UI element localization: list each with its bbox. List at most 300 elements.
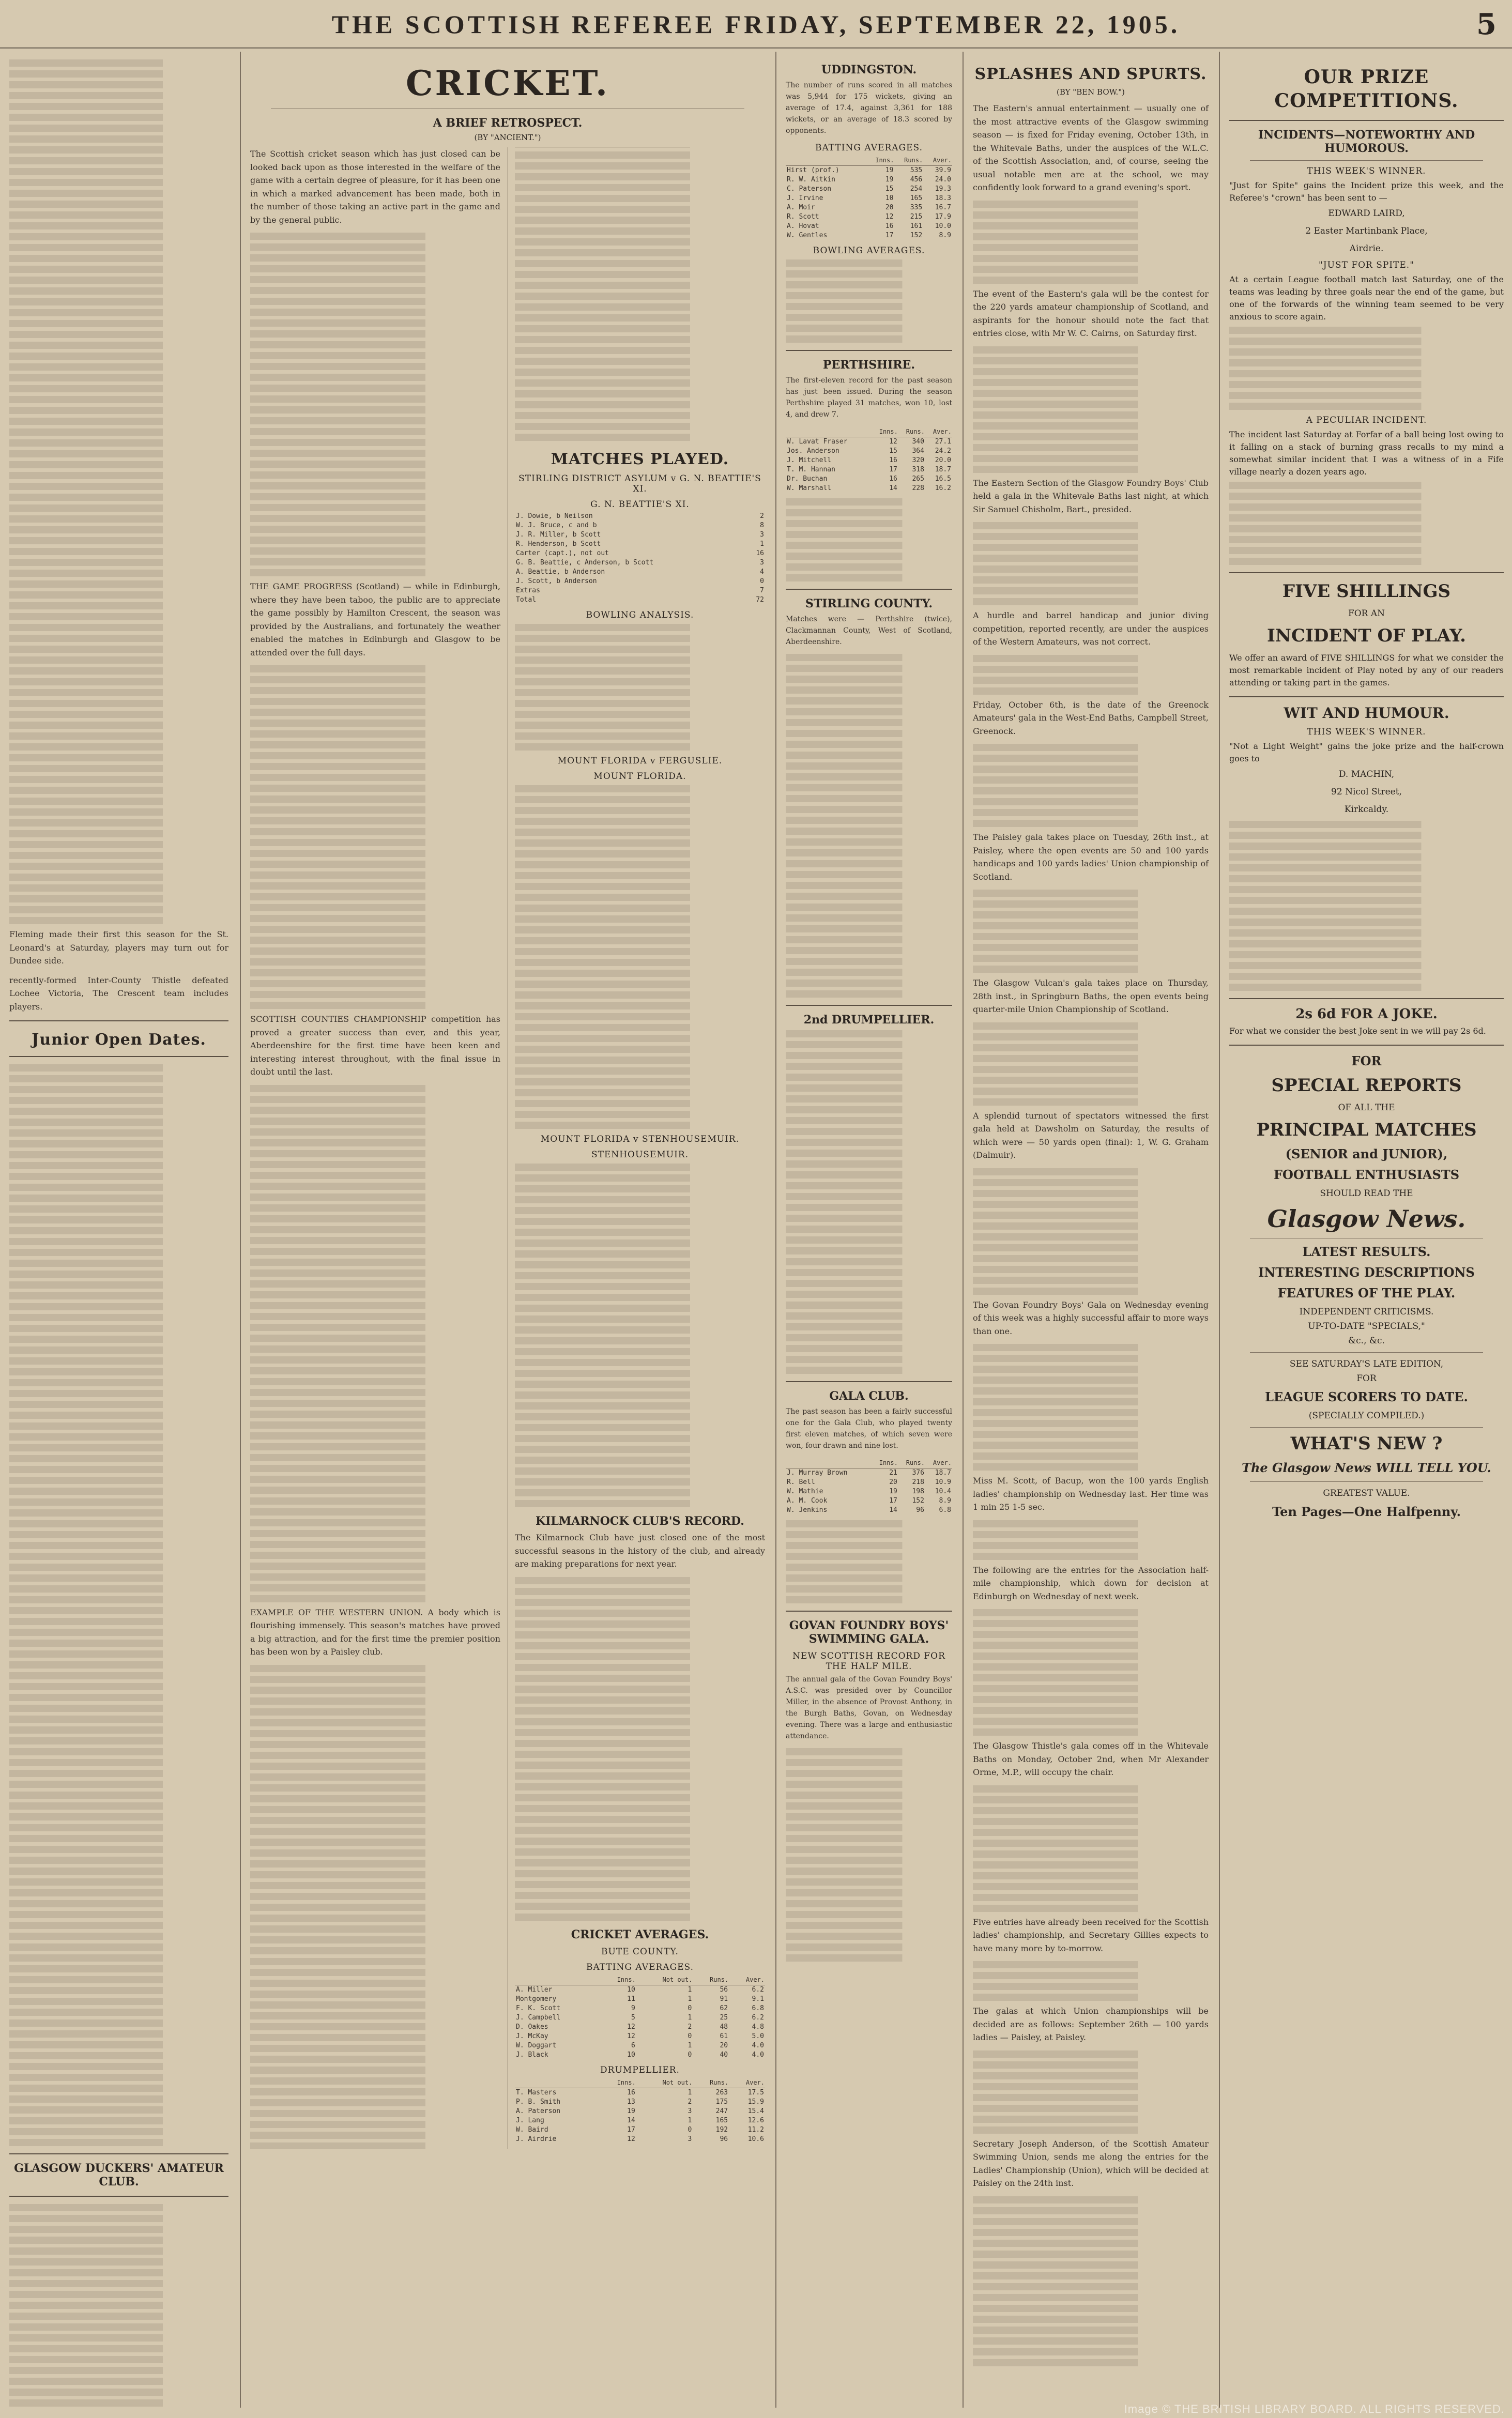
drumpellier-batting-header-4: Aver. <box>729 2077 765 2088</box>
column-4-splashes <box>963 52 1218 2408</box>
perthshire-batting-cell: 20.0 <box>935 456 951 464</box>
uddingston-batting-header-1: Inns. <box>866 155 895 166</box>
match-1-scorecard-cell: 2 <box>760 512 764 520</box>
uddingston-batting-row <box>786 194 952 203</box>
bute-batting-cell: 10 <box>627 1985 635 1994</box>
drumpellier-batting-cell: 15.9 <box>747 2098 764 2106</box>
bute-batting-table <box>515 1975 765 2060</box>
uddingston-batting-cell: 39.9 <box>935 166 951 174</box>
uddingston-batting-cell: 18.3 <box>935 194 951 202</box>
uddingston-batting-cell: 254 <box>910 185 923 193</box>
perthshire-batting-cell: 16.5 <box>935 475 951 483</box>
match-1-scorecard-cell: 3 <box>760 559 764 567</box>
gala-batting-cell: 18.7 <box>935 1469 951 1477</box>
perthshire-batting-row <box>786 475 952 484</box>
bute-batting-cell: 10 <box>627 2050 635 2059</box>
uddingston-batting-cell: 215 <box>910 213 923 221</box>
uddingston-batting-cell: 335 <box>910 204 923 211</box>
bute-batting-cell: 1 <box>688 1995 692 2003</box>
drumpellier-batting-cell: A. Paterson <box>516 2107 561 2115</box>
uddingston-batting-cell: 8.9 <box>939 232 951 239</box>
gala-batting-header-3: Aver. <box>925 1458 952 1468</box>
uddingston-batting-cell: 17 <box>885 232 894 239</box>
story-1-text: At a certain League football match last Saturday, one of the teams was leading by three goals near the end of the game, but one of the forwards of the winning team seemed to be very anxious to score again. <box>1229 274 1504 322</box>
perthshire-batting-cell: 364 <box>912 447 924 455</box>
uddingston-heading: UDDINGSTON. <box>821 63 917 76</box>
perthshire-batting-cell: Dr. Buchan <box>787 475 828 483</box>
uddingston-batting-cell: 456 <box>910 176 923 183</box>
bute-batting-cell: 56 <box>720 1985 728 1994</box>
bute-batting-cell: F. K. Scott <box>516 2004 561 2012</box>
govan-gala-subheading: NEW SCOTTISH RECORD FOR THE HALF MILE. <box>792 1651 945 1672</box>
drumpellier-batting-cell: J. Airdrie <box>516 2135 557 2143</box>
joke-heading: 2s 6d FOR A JOKE. <box>1295 1006 1438 1022</box>
gala-batting-header-1: Inns. <box>872 1458 898 1468</box>
gala-batting-table <box>786 1458 952 1515</box>
bute-batting-cell: 1 <box>688 2041 692 2049</box>
match-1-scorecard-cell: Carter (capt.), not out <box>516 549 609 557</box>
match-3-side: STENHOUSEMUIR. <box>591 1150 689 1160</box>
match-1-bowling-label: BOWLING ANALYSIS. <box>586 610 694 620</box>
uddingston-batting-cell: 15 <box>885 185 894 193</box>
bute-batting-row <box>515 1995 765 2004</box>
uddingston-batting-row <box>786 166 952 176</box>
govan-gala-text: The annual gala of the Govan Foundry Boys' A.S.C. was presided over by Councillor Miller, in the absence of Provost Anthony, in the Burgh Baths, Govan, on Wednesday evening. There was a large and enthusiastic attendance. <box>786 1675 952 1740</box>
uddingston-batting-cell: 535 <box>910 166 923 174</box>
uddingston-batting-cell: Hirst (prof.) <box>787 166 839 174</box>
bute-batting-row <box>515 2013 765 2023</box>
perthshire-batting-row <box>786 456 952 465</box>
drumpellier-batting-cell: 19 <box>627 2107 635 2115</box>
perthshire-batting-table <box>786 426 952 493</box>
drumpellier-batting-cell: 11.2 <box>747 2125 764 2134</box>
bute-batting-header-4: Aver. <box>729 1975 765 1985</box>
gala-batting-cell: 8.9 <box>939 1497 951 1505</box>
match-1-scorecard-row <box>515 586 765 595</box>
drumpellier-batting-cell: 96 <box>720 2135 728 2143</box>
drumpellier-batting-cell: 17.5 <box>747 2088 764 2096</box>
match-1-scorecard-row <box>515 595 765 605</box>
perthshire-batting-row <box>786 484 952 493</box>
incidents-winner-address-2: Airdrie. <box>1349 243 1384 254</box>
uddingston-batting-row <box>786 212 952 222</box>
gala-batting-row <box>786 1468 952 1478</box>
drumpellier-batting-header-3: Runs. <box>693 2077 729 2088</box>
match-1-scorecard-row <box>515 568 765 577</box>
splashes-para-12: The Glasgow Thistle's gala comes off in the Whitevale Baths on Monday, October 2nd, when Mr Alexander Orme, M.P., will occupy the chair. <box>973 1741 1209 1777</box>
bute-batting-row <box>515 2050 765 2060</box>
drumpellier-batting-cell: 13 <box>627 2098 635 2106</box>
wit-winner-address-2: Kirkcaldy. <box>1344 804 1389 815</box>
gala-batting-header-2: Runs. <box>898 1458 925 1468</box>
match-1-scorecard-cell: J. Dowie, b Neilson <box>516 512 593 520</box>
wit-winner-intro: "Not a Light Weight" gains the joke prize and the half-crown goes to <box>1229 741 1504 763</box>
masthead <box>0 0 1512 49</box>
match-1-scorecard-cell: W. J. Bruce, c and b <box>516 522 597 529</box>
drumpellier-batting-cell: 14 <box>627 2116 635 2124</box>
ad-special-reports: SPECIAL REPORTS <box>1271 1075 1462 1096</box>
drumpellier-2-heading: 2nd DRUMPELLIER. <box>803 1013 935 1027</box>
uddingston-batting-cell: 16 <box>885 222 894 230</box>
match-1-scorecard-cell: Total <box>516 596 537 604</box>
masthead-title: THE SCOTTISH REFEREE FRIDAY, SEPTEMBER 22, 1905. <box>331 10 1181 39</box>
drumpellier-batting-row <box>515 2107 765 2116</box>
uddingston-batting-cell: R. Scott <box>787 213 819 221</box>
uddingston-batting-cell: A. Moir <box>787 204 815 211</box>
drumpellier-batting-cell: P. B. Smith <box>516 2098 561 2106</box>
uddingston-batting-cell: 20 <box>885 204 894 211</box>
uddingston-batting-row <box>786 222 952 231</box>
perthshire-batting-header-2: Runs. <box>898 426 925 437</box>
five-shillings-text: We offer an award of FIVE SHILLINGS for what we consider the most remarkable incident of Play noted by any of our readers attending or taking part in the games. <box>1229 653 1504 687</box>
ad-features-of-play: FEATURES OF THE PLAY. <box>1277 1285 1456 1300</box>
kilmarnock-heading: KILMARNOCK CLUB'S RECORD. <box>536 1514 744 1528</box>
wit-winner-name: D. MACHIN, <box>1338 769 1395 779</box>
ad-see-saturday: SEE SATURDAY'S LATE EDITION, <box>1289 1359 1444 1369</box>
uddingston-batting-header-2: Runs. <box>894 155 923 166</box>
match-1-scorecard-cell: R. Henderson, b Scott <box>516 540 601 548</box>
match-1-scorecard-cell: 7 <box>760 587 764 594</box>
column-5-prizes-ads <box>1219 52 1512 2408</box>
gala-batting-cell: 20 <box>889 1478 897 1486</box>
uddingston-batting-cell: 24.0 <box>935 176 951 183</box>
bute-batting-row <box>515 2032 765 2041</box>
bute-batting-cell: 6 <box>631 2041 635 2049</box>
gala-batting-row <box>786 1496 952 1506</box>
drumpellier-batting-cell: 165 <box>715 2116 728 2124</box>
drumpellier-batting-cell: 12 <box>627 2135 635 2143</box>
bute-batting-cell: 9.1 <box>752 1995 764 2003</box>
gala-batting-cell: 10.9 <box>935 1478 951 1486</box>
drumpellier-batting-cell: 1 <box>688 2088 692 2096</box>
bute-batting-cell: 9 <box>631 2004 635 2012</box>
perthshire-batting-row <box>786 437 952 447</box>
gala-batting-cell: 152 <box>912 1497 924 1505</box>
story-2-title: A PECULIAR INCIDENT. <box>1306 415 1427 425</box>
perthshire-batting-cell: 265 <box>912 475 924 483</box>
bute-batting-cell: 12 <box>627 2023 635 2031</box>
gala-batting-cell: W. Jenkins <box>787 1506 828 1514</box>
bute-batting-cell: J. Black <box>516 2050 548 2059</box>
kilmarnock-text: The Kilmarnock Club have just closed one of the most successful seasons in the history of the club, and already are making preparations for next year. <box>515 1533 765 1569</box>
drumpellier-batting-cell: 2 <box>688 2098 692 2106</box>
uddingston-bowling-label: BOWLING AVERAGES. <box>813 246 925 256</box>
perthshire-batting-row <box>786 447 952 456</box>
ad-specially-compiled: (SPECIALLY COMPILED.) <box>1308 1411 1425 1421</box>
match-1-scorecard-cell: J. Scott, b Anderson <box>516 577 597 585</box>
perthshire-batting-header-1: Inns. <box>872 426 898 437</box>
match-1-side: G. N. BEATTIE'S XI. <box>590 499 690 510</box>
cricket-averages-heading: CRICKET AVERAGES. <box>571 1927 709 1941</box>
gala-batting-cell: 19 <box>889 1488 897 1495</box>
bute-batting-cell: J. Campbell <box>516 2013 561 2022</box>
bute-batting-cell: 5 <box>631 2013 635 2022</box>
uddingston-batting-cell: 19.3 <box>935 185 951 193</box>
perthshire-batting-cell: 318 <box>912 466 924 473</box>
bute-batting-cell: 5.0 <box>752 2032 764 2040</box>
ad-whats-new: WHAT'S NEW ? <box>1290 1433 1443 1454</box>
match-1-title: STIRLING DISTRICT ASYLUM v G. N. BEATTIE'S XI. <box>518 473 761 494</box>
gala-batting-cell: 6.8 <box>939 1506 951 1514</box>
drumpellier-batting-row <box>515 2088 765 2098</box>
column-1 <box>0 52 238 2408</box>
gala-batting-cell: W. Mathie <box>787 1488 823 1495</box>
gala-batting-row <box>786 1506 952 1515</box>
splashes-para-14: The galas at which Union championships will be decided are as follows: September 26th — 100 yards ladies — Paisley, at Paisley. <box>973 2006 1209 2042</box>
drumpellier-batting-cell: 15.4 <box>747 2107 764 2115</box>
match-1-scorecard-cell: Extras <box>516 587 540 594</box>
match-1-scorecard-row <box>515 540 765 549</box>
uddingston-batting-cell: 161 <box>910 222 923 230</box>
stirling-county-heading: STIRLING COUNTY. <box>805 597 933 610</box>
perthshire-batting-header-3: Aver. <box>925 426 952 437</box>
bute-batting-label: BATTING AVERAGES. <box>586 1962 694 1972</box>
uddingston-batting-cell: A. Hovat <box>787 222 819 230</box>
perthshire-batting-cell: 15 <box>889 447 897 455</box>
splashes-para-13: Five entries have already been received for the Scottish ladies' championship, and Secretary Gillies expects to have many more by to-morrow. <box>973 1917 1209 1953</box>
ad-glasgow-news: Glasgow News. <box>1267 1205 1466 1233</box>
perthshire-batting-cell: 340 <box>912 438 924 446</box>
ad-should-read: SHOULD READ THE <box>1320 1188 1413 1199</box>
perthshire-batting-cell: W. Lavat Fraser <box>787 438 848 446</box>
bute-batting-cell: 0 <box>688 2004 692 2012</box>
bute-batting-cell: 40 <box>720 2050 728 2059</box>
ad-football-enthusiasts: FOOTBALL ENTHUSIASTS <box>1273 1167 1460 1182</box>
glasgow-duckers-heading: GLASGOW DUCKERS' AMATEUR CLUB. <box>14 2162 224 2189</box>
match-1-scorecard-cell: 4 <box>760 568 764 576</box>
bute-batting-row <box>515 2041 765 2050</box>
bute-batting-header-1: Inns. <box>600 1975 636 1985</box>
incidents-heading: INCIDENTS—NOTEWORTHY AND HUMOROUS. <box>1258 128 1475 155</box>
gala-batting-cell: 96 <box>916 1506 924 1514</box>
match-2-side: MOUNT FLORIDA. <box>593 771 686 782</box>
perthshire-batting-cell: 14 <box>889 484 897 492</box>
perthshire-batting-cell: 228 <box>912 484 924 492</box>
perthshire-batting-cell: 16 <box>889 475 897 483</box>
bute-batting-cell: 1 <box>688 1985 692 1994</box>
ad-price: Ten Pages—One Halfpenny. <box>1272 1504 1461 1519</box>
drumpellier-batting-cell: 17 <box>627 2125 635 2134</box>
uddingston-batting-cell: 10.0 <box>935 222 951 230</box>
five-shillings-heading: FIVE SHILLINGS <box>1282 581 1451 602</box>
uddingston-batting-row <box>786 185 952 194</box>
wit-winner-address-1: 92 Nicol Street, <box>1331 787 1402 797</box>
perthshire-intro: The first-eleven record for the past season has just been issued. During the season Perthshire played 31 matches, won 10, lost 4, and drew 7. <box>786 376 952 419</box>
govan-gala-heading: GOVAN FOUNDRY BOYS' SWIMMING GALA. <box>789 1619 949 1646</box>
bute-batting-cell: 6.8 <box>752 2004 764 2012</box>
uddingston-intro: The number of runs scored in all matches was 5,944 for 175 wickets, giving an average of 17.4, against 3,361 for 188 wickets, or an average of 18.3 scored by opponents. <box>786 81 952 135</box>
bute-batting-cell: 0 <box>688 2050 692 2059</box>
bute-batting-cell: 6.2 <box>752 1985 764 1994</box>
drumpellier-batting-cell: J. Lang <box>516 2116 544 2124</box>
bute-batting-cell: 91 <box>720 1995 728 2003</box>
wit-humour-heading: WIT AND HUMOUR. <box>1284 705 1449 722</box>
perthshire-batting-cell: 27.1 <box>935 438 951 446</box>
column-3-averages <box>775 52 961 2408</box>
uddingston-batting-header-0 <box>786 155 866 166</box>
match-1-scorecard-cell: A. Beattie, b Anderson <box>516 568 605 576</box>
perthshire-batting-row <box>786 465 952 475</box>
splashes-para-6: The Paisley gala takes place on Tuesday, 26th inst., at Paisley, where the open events are 50 and 100 yards handicaps and 100 yards ladies' Union championship of Scotland. <box>973 832 1209 882</box>
bute-batting-cell: D. Oakes <box>516 2023 548 2031</box>
match-1-scorecard-cell: 1 <box>760 540 764 548</box>
match-1-scorecard-cell: J. R. Miller, b Scott <box>516 531 601 539</box>
gala-batting-cell: R. Bell <box>787 1478 815 1486</box>
bute-batting-row <box>515 2023 765 2032</box>
gala-batting-cell: 198 <box>912 1488 924 1495</box>
junior-open-dates-heading: Junior Open Dates. <box>32 1031 206 1049</box>
splashes-para-9: The Govan Foundry Boys' Gala on Wednesday evening of this week was a highly successful affair to more ways than one. <box>973 1299 1209 1336</box>
perthshire-batting-cell: 17 <box>889 466 897 473</box>
wit-week-winner: THIS WEEK'S WINNER. <box>1307 727 1426 737</box>
uddingston-batting-cell: 19 <box>885 166 894 174</box>
drumpellier-batting-header-2: Not out. <box>636 2077 693 2088</box>
ad-etc: &c., &c. <box>1348 1336 1385 1346</box>
perthshire-batting-cell: 24.2 <box>935 447 951 455</box>
ad-principal-matches: PRINCIPAL MATCHES <box>1256 1120 1477 1140</box>
splashes-para-8: A splendid turnout of spectators witnessed the first gala held at Dawsholm on Saturday, the results of which were — 50 yards open (final): 1, W. G. Graham (Dalmuir). <box>973 1110 1209 1160</box>
match-1-scorecard-cell: 72 <box>756 596 764 604</box>
splashes-heading: SPLASHES AND SPURTS. <box>974 65 1207 83</box>
perthshire-batting-cell: J. Mitchell <box>787 456 832 464</box>
drumpellier-batting-cell: 1 <box>688 2116 692 2124</box>
splashes-para-7: The Glasgow Vulcan's gala takes place on Thursday, 28th inst., in Springburn Baths, the open events being quarter-mile Union Championship of Scotland. <box>973 978 1209 1014</box>
uddingston-batting-cell: W. Gentles <box>787 232 828 239</box>
ad-senior-junior: (SENIOR and JUNIOR), <box>1285 1146 1448 1161</box>
match-1-scorecard-row <box>515 549 765 558</box>
ad-independent-criticisms: INDEPENDENT CRITICISMS. <box>1299 1307 1434 1317</box>
bute-batting-row <box>515 2004 765 2013</box>
splashes-para-1: The Eastern's annual entertainment — usually one of the most attractive events of the Glasgow swimming season — is fixed for Friday evening, October 13th, in the Whitevale Baths, under the auspices of the W.L.C. of the Scottish Association, and, of course, seeing the usual notable men are at the school, we may confidently look forward to a grand evening's sport. <box>973 103 1209 192</box>
perthshire-batting-cell: 16.2 <box>935 484 951 492</box>
match-1-scorecard-cell: 8 <box>760 522 764 529</box>
gala-batting-header-0 <box>786 1458 872 1468</box>
matches-played-heading: MATCHES PLAYED. <box>551 450 729 468</box>
gala-batting-cell: 14 <box>889 1506 897 1514</box>
col1-text-b: recently-formed Inter-County Thistle defeated Lochee Victoria, The Crescent team includes players. <box>9 975 228 1012</box>
incidents-winner-intro: "Just for Spite" gains the Incident prize this week, and the Referee's "crown" has been sent to — <box>1229 180 1504 203</box>
drumpellier-batting-cell: 10.6 <box>747 2135 764 2143</box>
col1-text-a: Fleming made their first this season for the St. Leonard's at Saturday, players may turn out for Dundee side. <box>9 929 228 966</box>
ad-latest-results: LATEST RESULTS. <box>1302 1244 1431 1259</box>
story-2-text: The incident last Saturday at Forfar of a ball being lost owing to it falling on a stack of burning grass recalls to my mind a somewhat similar incident that I was a witness of in a Fife village nearly a dozen years ago. <box>1229 430 1504 477</box>
story-1-title: "JUST FOR SPITE." <box>1318 260 1415 270</box>
uddingston-batting-row <box>786 203 952 212</box>
match-1-scorecard-row <box>515 530 765 540</box>
bute-batting-header-3: Runs. <box>693 1975 729 1985</box>
perthshire-batting-cell: 320 <box>912 456 924 464</box>
perthshire-batting-cell: 18.7 <box>935 466 951 473</box>
match-1-scorecard-row <box>515 577 765 586</box>
bute-batting-header-2: Not out. <box>636 1975 693 1985</box>
drumpellier-heading: DRUMPELLIER. <box>600 2064 680 2075</box>
bute-batting-cell: 11 <box>627 1995 635 2003</box>
ad-league-scorers: LEAGUE SCORERS TO DATE. <box>1265 1389 1468 1404</box>
gala-batting-row <box>786 1478 952 1487</box>
splashes-byline: (BY "BEN BOW.") <box>1057 87 1125 97</box>
perthshire-batting-cell: T. M. Hannan <box>787 466 835 473</box>
match-1-scorecard-row <box>515 521 765 530</box>
uddingston-batting-table <box>786 155 952 240</box>
uddingston-batting-cell: 19 <box>885 176 894 183</box>
drumpellier-batting-row <box>515 2125 765 2135</box>
cricket-byline: (BY "ANCIENT.") <box>474 133 541 142</box>
splashes-para-11: The following are the entries for the Association half-mile championship, which down for decision at Edinburgh on Wednesday of next week. <box>973 1565 1209 1601</box>
bute-batting-cell: 2 <box>688 2023 692 2031</box>
gala-batting-cell: 218 <box>912 1478 924 1486</box>
splashes-para-2: The event of the Eastern's gala will be the contest for the 220 yards amateur championship of Scotland, and aspirants for the honour should note the fact that entries close, with Mr W. C. Cairns, on Saturday first. <box>973 288 1209 338</box>
drumpellier-batting-cell: 192 <box>715 2125 728 2134</box>
cricket-para-3: SCOTTISH COUNTIES CHAMPIONSHIP competition has proved a greater success than ever, and this year, Aberdeenshire for the first time have been keen and interesting interest throughout, with the final issue in doubt until the last. <box>250 1014 500 1077</box>
bute-batting-cell: Montgomery <box>516 1995 557 2003</box>
gala-batting-row <box>786 1487 952 1496</box>
drumpellier-batting-cell: 3 <box>688 2135 692 2143</box>
image-credit: Image © THE BRITISH LIBRARY BOARD. ALL RIGHTS RESERVED. <box>1124 2402 1505 2415</box>
match-1-scorecard-cell: 0 <box>760 577 764 585</box>
drumpellier-batting-cell: 263 <box>715 2088 728 2096</box>
drumpellier-batting-cell: 16 <box>627 2088 635 2096</box>
ad-greatest-value: GREATEST VALUE. <box>1323 1488 1410 1498</box>
uddingston-batting-header-3: Aver. <box>923 155 952 166</box>
bute-batting-row <box>515 1985 765 1995</box>
drumpellier-batting-row <box>515 2098 765 2107</box>
splashes-para-5: Friday, October 6th, is the date of the Greenock Amateurs' gala in the West-End Baths, Campbell Street, Greenock. <box>973 699 1209 736</box>
drumpellier-batting-cell: 247 <box>715 2107 728 2115</box>
cricket-subheading: A BRIEF RETROSPECT. <box>433 116 583 130</box>
bute-batting-cell: 4.0 <box>752 2041 764 2049</box>
uddingston-batting-cell: C. Paterson <box>787 185 832 193</box>
splashes-para-4: A hurdle and barrel handicap and junior diving competition, reported recently, are under the auspices of the Western Amateurs, was not correct. <box>973 610 1209 647</box>
ad-for-league: FOR <box>1356 1373 1377 1384</box>
bute-batting-cell: J. McKay <box>516 2032 548 2040</box>
column-2-cricket <box>240 52 774 2408</box>
uddingston-batting-cell: R. W. Aitkin <box>787 176 835 183</box>
drumpellier-batting-header-0 <box>515 2077 600 2088</box>
match-1-scorecard-row <box>515 512 765 521</box>
bute-county-heading: BUTE COUNTY. <box>601 1946 679 1957</box>
joke-text: For what we consider the best Joke sent in we will pay 2s 6d. <box>1229 1026 1486 1036</box>
drumpellier-batting-cell: 175 <box>715 2098 728 2106</box>
stirling-intro: Matches were — Perthshire (twice), Clackmannan County, West of Scotland, Aberdeenshire. <box>786 615 952 646</box>
bute-batting-cell: 48 <box>720 2023 728 2031</box>
bute-batting-cell: W. Doggart <box>516 2041 557 2049</box>
match-1-scorecard-cell: G. B. Beattie, c Anderson, b Scott <box>516 559 654 567</box>
five-shillings-for-an: FOR AN <box>1348 608 1385 619</box>
uddingston-batting-cell: 152 <box>910 232 923 239</box>
bute-batting-cell: 1 <box>688 2013 692 2022</box>
uddingston-batting-label: BATTING AVERAGES. <box>815 143 923 153</box>
match-2-title: MOUNT FLORIDA v FERGUSLIE. <box>557 756 723 766</box>
bute-batting-cell: 4.0 <box>752 2050 764 2059</box>
perthshire-heading: PERTHSHIRE. <box>822 358 915 372</box>
perthshire-batting-cell: W. Marshall <box>787 484 832 492</box>
drumpellier-batting-cell: 3 <box>688 2107 692 2115</box>
gala-club-heading: GALA CLUB. <box>829 1389 909 1403</box>
uddingston-batting-row <box>786 175 952 185</box>
bute-batting-cell: 25 <box>720 2013 728 2022</box>
drumpellier-batting-cell: 12.6 <box>747 2116 764 2124</box>
cricket-para-1: The Scottish cricket season which has just closed can be looked back upon as those interested in the welfare of the game with a certain degree of pleasure, for it has been one in which a marked advancement has been made, both in the number of those taking an active part in the game and by the general public. <box>250 149 500 225</box>
page-number: 5 <box>1476 7 1496 41</box>
incidents-winner-address-1: 2 Easter Martinbank Place, <box>1305 226 1428 236</box>
gala-batting-cell: 376 <box>912 1469 924 1477</box>
match-3-title: MOUNT FLORIDA v STENHOUSEMUIR. <box>540 1134 740 1144</box>
ad-for: FOR <box>1351 1053 1382 1068</box>
bute-batting-header-0 <box>515 1975 600 1985</box>
gala-batting-cell: 10.4 <box>935 1488 951 1495</box>
perthshire-batting-cell: 12 <box>889 438 897 446</box>
bute-batting-cell: 61 <box>720 2032 728 2040</box>
